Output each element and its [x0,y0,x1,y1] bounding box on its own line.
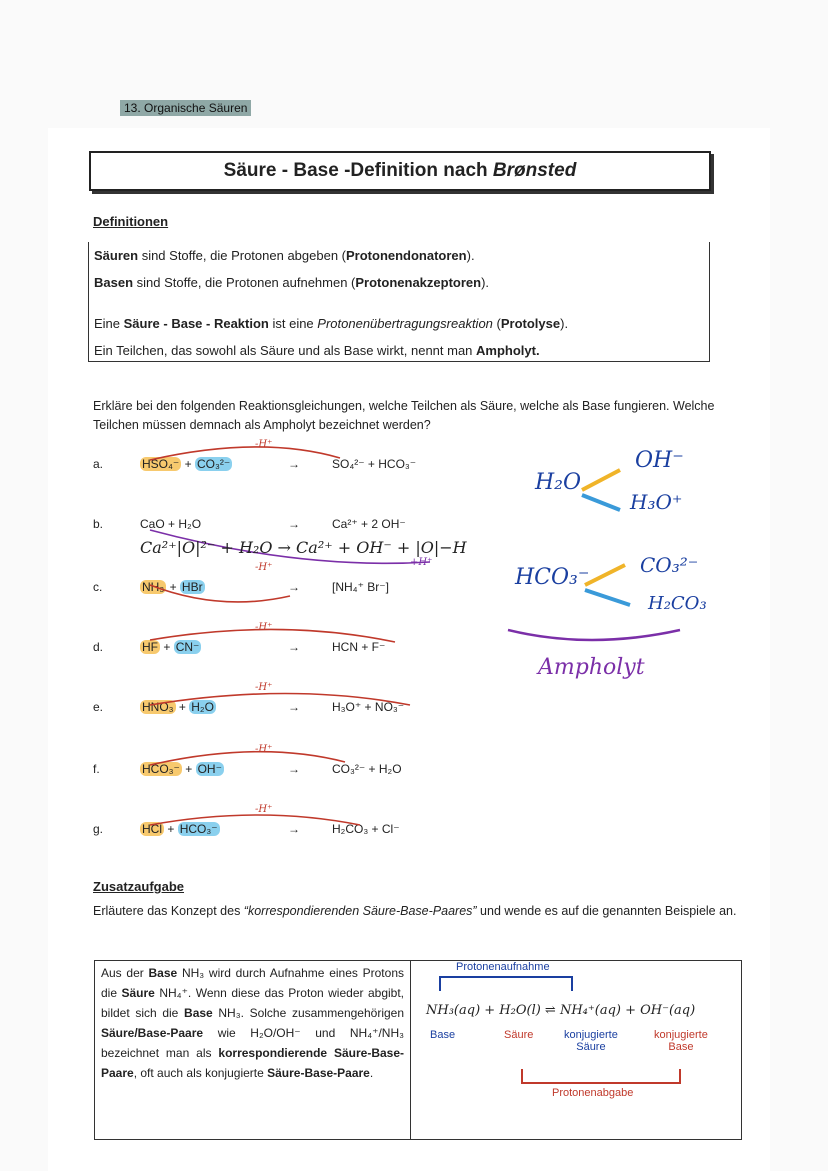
arrow-f [150,752,345,765]
conjugate-pair-table [94,960,742,1140]
reaction-products: [NH₄⁺ Br⁻] [332,580,389,594]
reaction-arrow: → [288,822,300,836]
reaction-arrow: → [288,457,300,471]
h2o-arrow-down [582,495,620,510]
reactant-base: CN⁻ [175,640,200,654]
chapter-label: 13. Organische Säuren [120,100,251,116]
reactant-acid: HF [142,640,158,654]
reaction-educts: CaO + H₂O [140,517,202,531]
hco3-arrow-up [585,565,625,585]
reaction-educts: HF + CN⁻ [142,640,200,654]
ampholyt-brace [508,630,680,640]
definition-line: Ein Teilchen, das sowohl als Säure und als Base wirkt, nennt man Ampholyt. [94,343,540,358]
reactant-acid: HNO₃ [142,700,174,714]
proton-note: -H⁺ [255,562,273,573]
title-name: Brønsted [492,160,577,181]
label-saeure: Säure [504,1029,534,1041]
label-konj-base: konjugierte Base [654,1029,708,1053]
hw-oh: OH⁻ [635,448,684,473]
reaction-educts: HCO₃⁻ + OH⁻ [142,762,222,776]
handwritten-b-note: +H⁺ [410,557,433,568]
reaction-arrow: → [288,700,300,714]
label-konj-saeure: konjugierte Säure [564,1029,618,1053]
explanation-cell: Aus der Base NH₃ wird durch Aufnahme eines Protons die Säure NH₄⁺. Wenn diese das Proton wieder abgibt, bildet sich die Base NH₃. Solche zusammengehörigen Säure/Base-Paare wie H₂O/OH⁻ und NH₄⁺/NH₃ bezeichnet man als korrespondierende Säure-Base-Paare, oft auch als konjugierte Säure-Base-Paare. [95,961,411,1139]
title-main: Säure - Base -Definition nach [223,160,493,181]
arrow-c [150,585,290,602]
reaction-educts: NH₃ + HBr [142,580,203,594]
hw-ampholyt: Ampholyt [538,655,645,680]
definition-line: Eine Säure - Base - Reaktion ist eine Protonenübertragungsreaktion (Protolyse). [94,316,569,331]
reactant-base: H₂O [191,700,214,714]
reaction-arrow: → [288,762,300,776]
definition-line: Basen sind Stoffe, die Protonen aufnehmen (Protonenakzeptoren). [94,275,490,290]
hw-h3o: H₃O⁺ [630,490,683,514]
reactant-acid: HCl [142,822,162,836]
proton-note: -H⁺ [255,804,273,815]
extra-heading: Zusatzaufgabe [93,879,185,894]
reactant-base: CO₃²⁻ [196,457,231,471]
reaction-products: Ca²⁺ + 2 OH⁻ [332,517,406,531]
arrow-a [150,447,340,460]
hw-h2co3: H₂CO₃ [648,593,707,614]
reaction-label: c. [93,580,103,594]
protonenabgabe-label: Protonenabgabe [552,1087,634,1099]
reactant-base: OH⁻ [197,762,222,776]
reaction-products: SO₄²⁻ + HCO₃⁻ [332,457,417,471]
reaction-label: a. [93,457,104,471]
diagram-cell [412,961,741,1139]
arrow-e [150,694,410,706]
reaction-label: e. [93,700,104,714]
hw-hco3: HCO₃⁻ [515,565,590,590]
reaction-label: d. [93,640,104,654]
reaction-educts: HSO₄⁻ + CO₃²⁻ [142,457,231,471]
reactant-acid: HCO₃⁻ [142,762,180,776]
arrow-g [150,815,360,825]
proton-note: -H⁺ [255,439,273,450]
h2o-arrow-up [582,470,620,490]
reaction-educts: HNO₃ + H₂O [142,700,214,714]
proton-note: -H⁺ [255,744,273,755]
reactant-acid: HSO₄⁻ [142,457,180,471]
reactant-acid: NH₃ [142,580,165,594]
reaction-products: HCN + F⁻ [332,640,386,654]
reaction-label: g. [93,822,104,836]
reaction-products: H₃O⁺ + NO₃⁻ [332,700,405,714]
reaction-products: H₂CO₃ + Cl⁻ [332,822,400,836]
reaction-educts: HCl + HCO₃⁻ [142,822,218,836]
handwritten-b-line: Ca²⁺|O|²⁻ + H₂O → Ca²⁺ + OH⁻ + |O|−H [140,538,467,557]
proton-note: -H⁺ [255,622,273,633]
reaction-label: b. [93,517,104,531]
reaction-arrow: → [288,517,300,531]
equilibrium-equation: NH₃(aq) + H₂O(l) ⇌ NH₄⁺(aq) + OH⁻(aq) [426,1003,696,1018]
definitions-heading: Definitionen [93,214,169,229]
proton-note: -H⁺ [255,682,273,693]
definition-line: Säuren sind Stoffe, die Protonen abgeben (Protonendonatoren). [94,248,475,263]
reactant-acid: CaO [140,517,165,531]
hw-h2o: H₂O [535,470,582,495]
reactant-base: HCO₃⁻ [179,822,218,836]
reaction-products: CO₃²⁻ + H₂O [332,762,402,776]
label-base: Base [430,1029,456,1041]
task-text: Erkläre bei den folgenden Reaktionsgleichungen, welche Teilchen als Säure, welche als Base fungieren. Welche Teilchen müssen demnach als Ampholyt bezeichnet werden? [93,399,715,432]
extra-task: Erläutere das Konzept des “korrespondierenden Säure-Base-Paares” und wende es auf die genannten Beispiele an. [93,904,737,918]
reaction-arrow: → [288,640,300,654]
arrow-d [150,629,395,642]
hco3-arrow-down [585,590,630,605]
hw-co3: CO₃²⁻ [640,553,699,577]
reaction-label: f. [93,762,100,776]
reactant-base: HBr [181,580,203,594]
reaction-arrow: → [288,580,300,594]
reactant-base: H₂O [178,517,202,531]
protonenaufnahme-label: Protonenaufnahme [456,961,550,973]
